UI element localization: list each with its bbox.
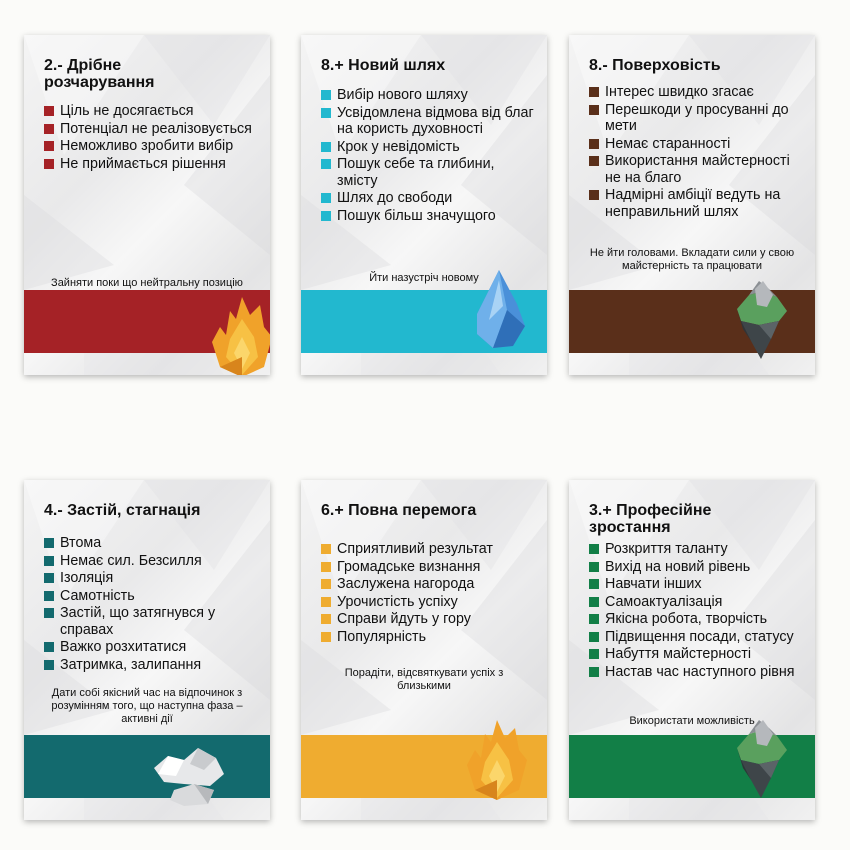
card-item-text: Не приймається рішення — [60, 155, 226, 172]
bullet-square — [589, 190, 599, 200]
bullet-square — [589, 156, 599, 166]
card — [301, 35, 547, 375]
card-item — [589, 611, 803, 628]
bullet-square — [321, 159, 331, 169]
card-item-list — [44, 103, 258, 173]
card-item-text: Самотність — [60, 587, 135, 604]
air-icon — [154, 738, 214, 818]
bullet-square — [589, 105, 599, 115]
bullet-square — [44, 642, 54, 652]
card-item — [589, 629, 803, 646]
bullet-square — [44, 159, 54, 169]
bullet-square — [44, 141, 54, 151]
card-item — [321, 559, 535, 576]
bullet-square — [589, 579, 599, 589]
bullet-square — [321, 614, 331, 624]
card-item — [589, 136, 803, 153]
bullet-square — [44, 106, 54, 116]
card-item-text: Втома — [60, 535, 102, 551]
card-item-text: Інтерес швидко згасає — [605, 84, 754, 100]
card-item — [44, 138, 258, 155]
bullet-square — [321, 562, 331, 572]
card-item — [321, 156, 535, 189]
card — [301, 480, 547, 820]
card-item-text: Пошук себе та глибини, змісту — [337, 156, 495, 189]
card-item — [44, 156, 258, 173]
card-item-text: Затримка, залипання — [60, 656, 202, 673]
card-hint: Йти назустріч новому — [369, 272, 479, 284]
bullet-square — [44, 538, 54, 548]
bullet-square — [321, 579, 331, 589]
bullet-square — [321, 597, 331, 607]
card-item-text: Усвідомлена відмова від благ на користь духовності — [337, 104, 534, 137]
card-item — [44, 657, 258, 674]
card-item — [44, 605, 258, 638]
card — [24, 480, 270, 820]
card-item-text: Надмірні амбіції ведуть на неправильний шлях — [605, 187, 781, 220]
card-item — [321, 139, 535, 156]
bullet-square — [321, 632, 331, 642]
card-title: 8.- Поверховість — [589, 57, 721, 74]
card-item — [589, 664, 803, 681]
card-item-text: Громадське визнання — [337, 558, 481, 575]
card-item-text: Підвищення посади, статусу — [605, 628, 794, 645]
card-item-text: Настав час наступного рівня — [605, 663, 795, 680]
card-item — [321, 105, 535, 138]
card-item — [44, 588, 258, 605]
bullet-square — [321, 108, 331, 118]
card-item — [589, 646, 803, 663]
bullet-square — [589, 632, 599, 642]
bullet-square — [589, 667, 599, 677]
card-item-text: Сприятливий результат — [337, 541, 493, 557]
card — [24, 35, 270, 375]
card-item — [321, 629, 535, 646]
card-item-text: Ізоляція — [60, 570, 114, 586]
card — [569, 35, 815, 375]
card-hint: Не йти головами. Вкладати сили у свою майстерність та працювати — [589, 247, 795, 272]
card-item — [321, 541, 535, 558]
card-item-list — [44, 535, 258, 674]
card-item-text: Якісна робота, творчість — [605, 611, 768, 627]
card-item — [589, 187, 803, 220]
bullet-square — [321, 193, 331, 203]
bullet-square — [321, 142, 331, 152]
card-item-text: Популярність — [337, 628, 427, 645]
card-item — [589, 541, 803, 558]
card-item — [589, 594, 803, 611]
card-item — [589, 576, 803, 593]
card-title: 2.- Дрібне розчарування — [44, 57, 155, 91]
earth-icon — [729, 281, 789, 361]
card-item-text: Пошук більш значущого — [337, 207, 496, 224]
card-item — [321, 208, 535, 225]
bullet-square — [44, 608, 54, 618]
card-item-text: Вихід на новий рівень — [605, 558, 751, 575]
card-hint: Дати собі якісний час на відпочинок з розумінням того, що наступна фаза – активні дії — [51, 687, 243, 725]
card-item — [321, 594, 535, 611]
bullet-square — [589, 87, 599, 97]
card — [569, 480, 815, 820]
bullet-square — [321, 544, 331, 554]
card-item-list — [589, 84, 803, 221]
card-item — [321, 190, 535, 207]
card-item — [44, 639, 258, 656]
card-item-text: Навчати інших — [605, 576, 702, 592]
card-title: 6.+ Повна перемога — [321, 502, 477, 519]
bullet-square — [44, 591, 54, 601]
bullet-square — [44, 556, 54, 566]
card-item-list — [589, 541, 803, 681]
bullet-square — [589, 649, 599, 659]
card-item-text: Вибір нового шляху — [337, 87, 468, 103]
card-item-text: Крок у невідомість — [337, 138, 460, 155]
card-item — [44, 570, 258, 587]
card-title: 4.- Застій, стагнація — [44, 502, 201, 519]
card-item — [589, 559, 803, 576]
card-hint: Використати можливість — [629, 715, 755, 727]
card-item — [321, 87, 535, 104]
bullet-square — [321, 211, 331, 221]
card-item-text: Важко розхитатися — [60, 639, 187, 655]
card-item-text: Розкриття таланту — [605, 541, 728, 557]
card-item-text: Потенціал не реалізовується — [60, 120, 252, 137]
bullet-square — [589, 597, 599, 607]
card-hint: Зайняти поки що нейтральну позицію — [51, 277, 243, 289]
bullet-square — [44, 124, 54, 134]
bullet-square — [44, 573, 54, 583]
bullet-square — [321, 90, 331, 100]
card-item — [321, 576, 535, 593]
card-item-text: Використання майстерності не на благо — [605, 153, 790, 186]
earth-icon — [729, 720, 789, 800]
card-item-text: Немає сил. Безсилля — [60, 552, 202, 569]
bullet-square — [589, 139, 599, 149]
card-title: 8.+ Новий шлях — [321, 57, 446, 74]
bullet-square — [589, 544, 599, 554]
card-item — [44, 121, 258, 138]
card-item — [589, 84, 803, 101]
card-item-text: Неможливо зробити вибір — [60, 138, 234, 154]
card-hint: Порадіти, відсвяткувати успіх з близькими — [344, 667, 504, 692]
card-item-text: Застій, що затягнувся у справах — [60, 605, 216, 638]
card-item — [44, 103, 258, 120]
bullet-square — [44, 660, 54, 670]
card-item-text: Немає старанності — [605, 135, 731, 152]
bullet-square — [589, 614, 599, 624]
fire-icon — [212, 297, 270, 375]
card-item-text: Перешкоди у просуванні до мети — [605, 101, 789, 134]
card-item — [321, 611, 535, 628]
card-item-text: Заслужена нагорода — [337, 576, 475, 592]
card-item-text: Урочистість успіху — [337, 593, 458, 610]
card-item-text: Набуття майстерності — [605, 646, 752, 662]
card-item-text: Самоактуалізація — [605, 593, 723, 610]
card-item-text: Ціль не досягається — [60, 103, 194, 119]
color-band — [24, 735, 270, 798]
card-item — [589, 153, 803, 186]
bullet-square — [589, 562, 599, 572]
water-icon — [469, 270, 529, 350]
card-item-text: Шлях до свободи — [337, 190, 453, 206]
fire-icon — [467, 720, 527, 800]
card-item — [44, 553, 258, 570]
card-title: 3.+ Професійне зростання — [589, 502, 712, 536]
card-item — [589, 102, 803, 135]
card-item — [44, 535, 258, 552]
card-item-list — [321, 87, 535, 225]
card-item-list — [321, 541, 535, 646]
card-item-text: Справи йдуть у гору — [337, 611, 471, 627]
